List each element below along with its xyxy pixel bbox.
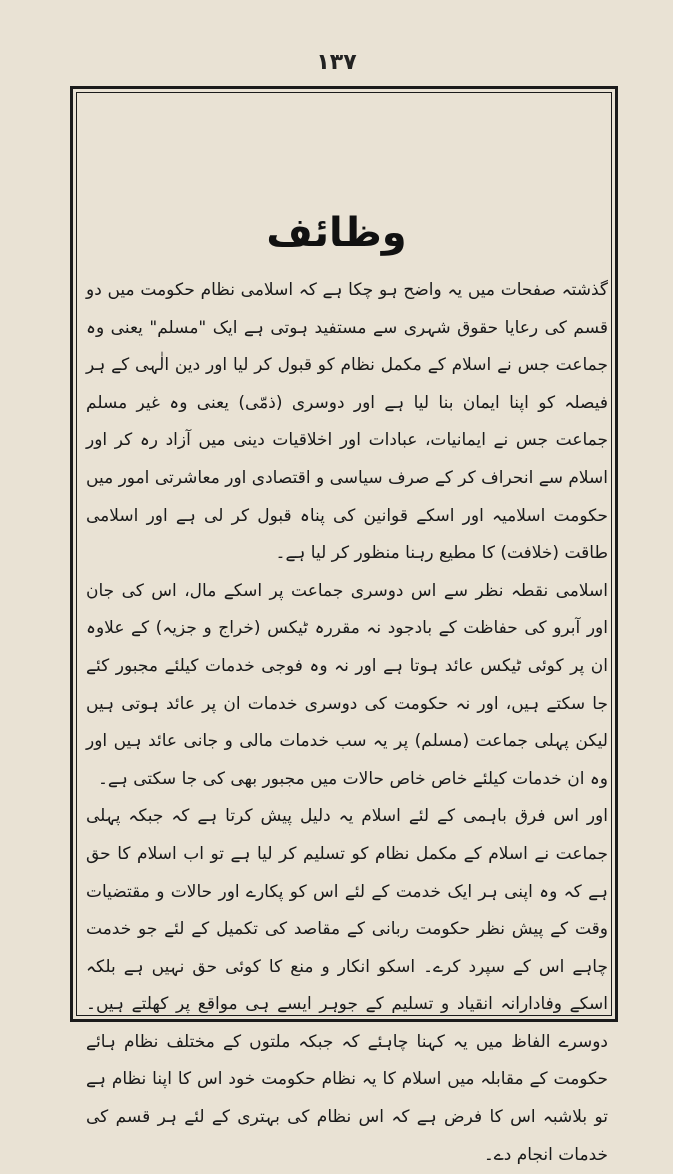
paragraph-2: اسلامی نقطہ نظر سے اس دوسری جماعت پر اسکے مال، اس کی جان اور آبرو کی حفاظت کے بادجود نہ مقررہ ٹیکس (خراج و جزیہ) کے علاوہ ان پر کوئی ٹیکس عائد ہوتا ہے اور نہ وہ فوجی خدمات کیلئے مجبور کئے جا سکتے ہیں، اور نہ حکومت کی دوسری خدمات ان پر عائد ہوتی ہیں لیکن پہلی جماعت (مسلم) پر یہ سب خدمات مالی و جانی عائد ہیں اور وہ ان خدمات کیلئے خاص خاص حالات میں مجبور بھی کی جا سکتی ہے۔: [86, 580, 608, 789]
chapter-title: وظائف: [266, 210, 407, 256]
page-body: [86, 272, 608, 1174]
paragraph-1: گذشتہ صفحات میں یہ واضح ہو چکا ہے کہ اسلامی نظام حکومت میں دو قسم کی رعایا حقوق شہری سے مستفید ہوتی ہے ایک "مسلم" یعنی وہ جماعت جس نے اسلام کے مکمل نظام کو قبول کر لیا اور دین الٰہی کے ہر فیصلہ کو اپنا ایمان بنا لیا ہے اور دوسری (ذمّی) یعنی وہ غیر مسلم جماعت جس نے ایمانیات، عبادات اور اخلاقیات دینی میں آزاد رہ کر اور اسلام سے انحراف کر کے صرف سیاسی و اقتصادی اور معاشرتی امور میں حکومت اسلامیہ اور اسکے قوانین کی پناہ قبول کر لی ہے اور اسلامی طاقت (خلافت) کا مطیع رہنا منظور کر لیا ہے۔: [86, 280, 608, 564]
page-number: ۱۳۷: [316, 50, 357, 75]
paragraph-3: اور اس فرق باہمی کے لئے اسلام یہ دلیل پیش کرتا ہے کہ جبکہ پہلی جماعت نے اسلام کے مکمل نظام کو تسلیم کر لیا ہے تو اب اسلام کا حق ہے کہ وہ اپنی ہر ایک خدمت کے لئے اس کو پکارے اور حالات و مقتضیات وقت کے پیش نظر حکومت ربانی کے مقاصد کی تکمیل کے لئے جو خدمت چاہے اس کے سپرد کرے۔ اسکو انکار و منع کا کوئی حق نہیں ہے بلکہ اسکے وفادارانہ انقیاد و تسلیم کے جوہر ایسے ہی مواقع پر کھلتے ہیں۔ دوسرے الفاظ میں یہ کہنا چاہئے کہ جبکہ ملتوں کے مختلف نظام ہائے حکومت کے مقابلہ میں اسلام کا یہ نظام حکومت خود اس کا اپنا نظام ہے تو بلاشبہ اس کا فرض ہے کہ اس نظام کی بہتری کے لئے ہر قسم کی خدمات انجام دے۔: [86, 806, 608, 1165]
